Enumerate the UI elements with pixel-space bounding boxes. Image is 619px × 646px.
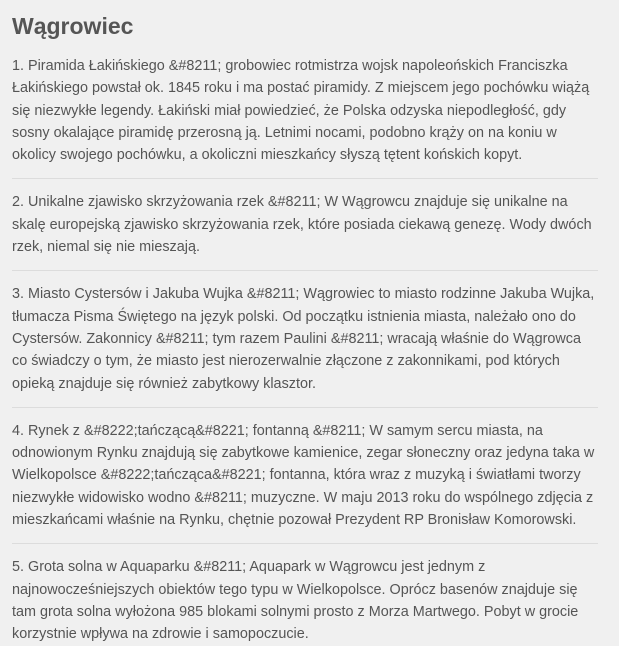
- divider: [12, 543, 598, 544]
- divider: [12, 407, 598, 408]
- list-item: 3. Miasto Cystersów i Jakuba Wujka &#8211; Wągrowiec to miasto rodzinne Jakuba Wujka, tłumacza Pisma Świętego na język polski. Od początku istnienia miasta, należało ono do Cystersów. Zakonnicy &#8211; tym razem Paulini &#8211; wracają właśnie do Wągrowca co świadczy o tym, że miasto jest nierozerwalnie złączone z zakonnikami, pod których opieką znajduje się również zabytkowy klasztor.: [12, 286, 595, 392]
- divider: [12, 178, 598, 179]
- list-item: 4. Rynek z &#8222;tańczącą&#8221; fontanną &#8211; W samym sercu miasta, na odnowionym Rynku znajdują się zabytkowe kamienice, zegar słoneczny oraz jedyna taka w Wielkopolsce &#8222;tańcząca&#8221; fontanna, która wraz z muzyką i światłami tworzy niezwykłe widowisko wodno &#8211; muzyczne. W maju 2013 roku do wspólnego zdjęcia z mieszkańcami właśnie na Rynku, chętnie pozował Prezydent RP Bronisław Komorowski.: [12, 422, 595, 529]
- page-title: Wągrowiec: [12, 13, 134, 39]
- divider: [12, 270, 598, 271]
- list-item: 2. Unikalne zjawisko skrzyżowania rzek &#8211; W Wągrowcu znajduje się unikalne na skalę europejską zjawisko skrzyżowania rzek, które posiada ciekawą genezę. Wody dwóch rzek, niemal się nie mieszają.: [12, 194, 592, 256]
- list-item: 1. Piramida Łakińskiego &#8211; grobowiec rotmistrza wojsk napoleońskich Franciszka Łakińskiego powstał ok. 1845 roku i ma postać piramidy. Z miejscem jego pochówku wiążą się niezwykłe legendy. Łakiński miał powiedzieć, że Polska odzyska niepodległość, gdy sosny okalające piramidę przerosną ją. Letnimi nocami, podobno krąży on na koniu w okolicy swojego pochówku, a okoliczni mieszkańcy słyszą tętent końskich kopyt.: [12, 58, 590, 164]
- list-item: 5. Grota solna w Aquaparku &#8211; Aquapark w Wągrowcu jest jednym z najnowocześniejszych obiektów tego typu w Wielkopolsce. Oprócz basenów znajduje się tam grota solna wyłożona 985 blokami solnymi prosto z Morza Martwego. Pobyt w grocie korzystnie wpływa na zdrowie i samopoczucie.: [12, 559, 579, 643]
